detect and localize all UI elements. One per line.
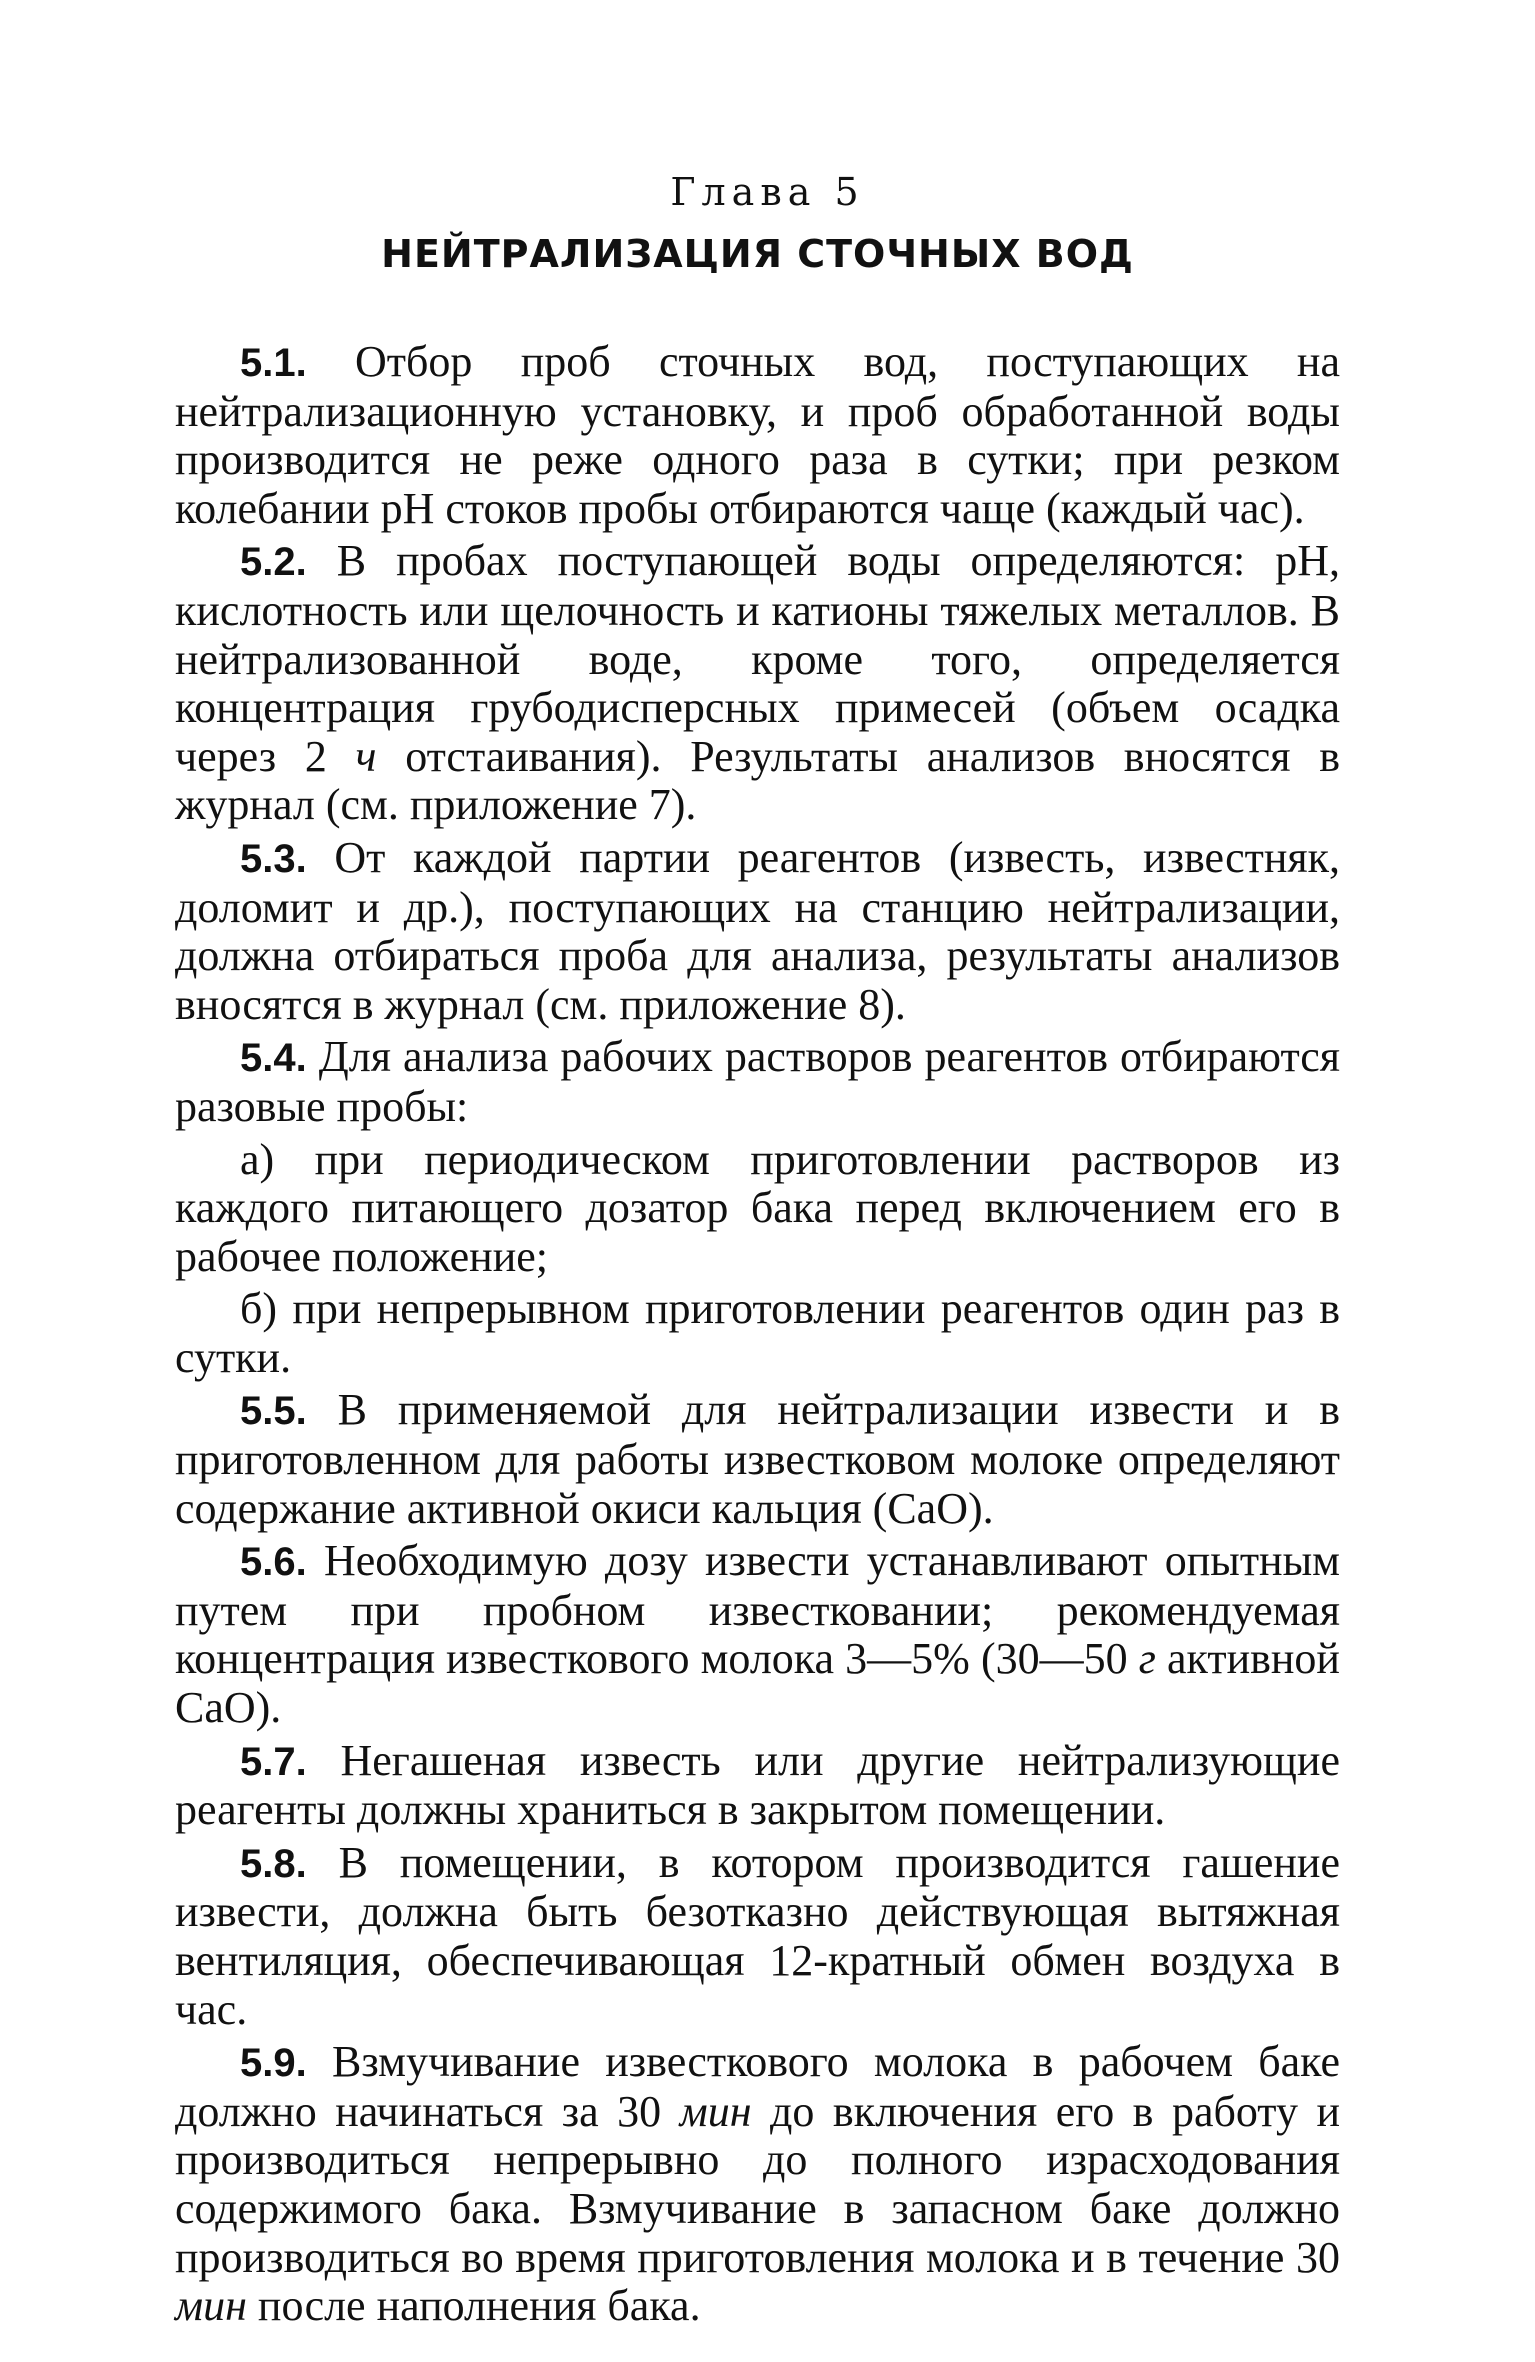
list-item-text: б) при непрерывном приготовлении реагентов один раз в сутки. [175,1284,1340,1382]
paragraph-5-8 [175,1839,1340,2034]
paragraph-number: 5.9. [240,2041,307,2086]
paragraph-text: Взмучивание известкового молока в рабочем баке должно начинаться за 30 [175,2037,1340,2136]
paragraph-5-9 [175,2038,1340,2331]
list-item-a [175,1136,1340,1282]
paragraph-text: В помещении, в котором производится гашение извести, должна быть безотказно действующая вытяжная вентиляция, обеспечивающая 12-кратный обмен воздуха в час. [175,1837,1340,2034]
paragraph-number: 5.7. [240,1739,307,1784]
paragraph-text: Для анализа рабочих растворов реагентов отбираются разовые пробы: [175,1032,1340,1131]
paragraph-text: В пробах поступающей воды определяются: pH, кислотность или щелочность и катионы тяжелых металлов. В нейтрализованной воде, кроме того, определяется концентрация грубодисперсных примесей (объем осадка через 2 [175,536,1341,781]
document-page [175,168,1340,2335]
paragraph-text: От каждой партии реагентов (известь, известняк, доломит и др.), поступающих на станцию нейтрализации, должна отбираться проба для анализа, результаты анализов вносятся в журнал (см. приложение 8). [175,832,1341,1029]
paragraph-number: 5.3. [240,836,307,881]
paragraph-number: 5.1. [240,341,307,385]
paragraph-text: после наполнения бака. [246,2281,701,2331]
list-item-text: а) при периодическом приготовлении растворов из каждого питающего дозатор бака перед включением его в рабочее положение; [175,1134,1340,1281]
paragraph-text: В применяемой для нейтрализации извести и в приготовленном для работы известковом молоке определяют содержание активной окиси кальция (CaO). [175,1385,1340,1533]
paragraph-5-4 [175,1033,1340,1131]
paragraph-number: 5.2. [240,540,307,585]
paragraph-5-2 [175,537,1340,830]
unit-minutes: мин [679,2086,752,2136]
unit-hours: ч [355,731,377,781]
paragraph-5-6 [175,1537,1340,1732]
chapter-title: НЕЙТРАЛИЗАЦИЯ СТОЧНЫХ ВОД [381,232,1134,276]
paragraph-number: 5.8. [240,1841,307,1886]
unit-grams: г [1138,1634,1156,1684]
paragraph-5-1 [175,338,1340,533]
paragraph-number: 5.5. [240,1389,307,1434]
paragraph-text: до включения его в работу и производиться непрерывно до полного израсходования содержимого бака. Взмучивание в запасном баке должно производиться во время приготовления молока и в течение 30 [175,2086,1340,2282]
list-item-b [175,1285,1340,1382]
paragraph-text: Необходимую дозу извести устанавливают опытным путем при пробном известковании; рекомендуемая концентрация известкового молока 3—5% (30—50 [175,1536,1341,1684]
paragraph-text: активной CaO). [175,1634,1340,1733]
unit-minutes: мин [175,2281,247,2331]
paragraph-text: отстаивания). Результаты анализов вносятся в журнал (см. приложение 7). [175,731,1340,830]
paragraph-number: 5.6. [240,1540,307,1585]
paragraph-text: Отбор проб сточных вод, поступающих на нейтрализационную установку, и проб обработанной воды производится не реже одного раза в сутки; при резком колебании pH стоков пробы отбираются чаще (каждый час). [175,337,1341,533]
paragraph-text: Негашеная известь или другие нейтрализующие реагенты должны храниться в закрытом помещении. [175,1735,1341,1835]
paragraph-5-5 [175,1386,1340,1533]
paragraph-number: 5.4. [240,1036,307,1081]
chapter-label: Глава 5 [670,170,865,214]
paragraph-5-3 [175,834,1340,1029]
chapter-body [175,338,1340,2331]
paragraph-5-7 [175,1737,1340,1835]
